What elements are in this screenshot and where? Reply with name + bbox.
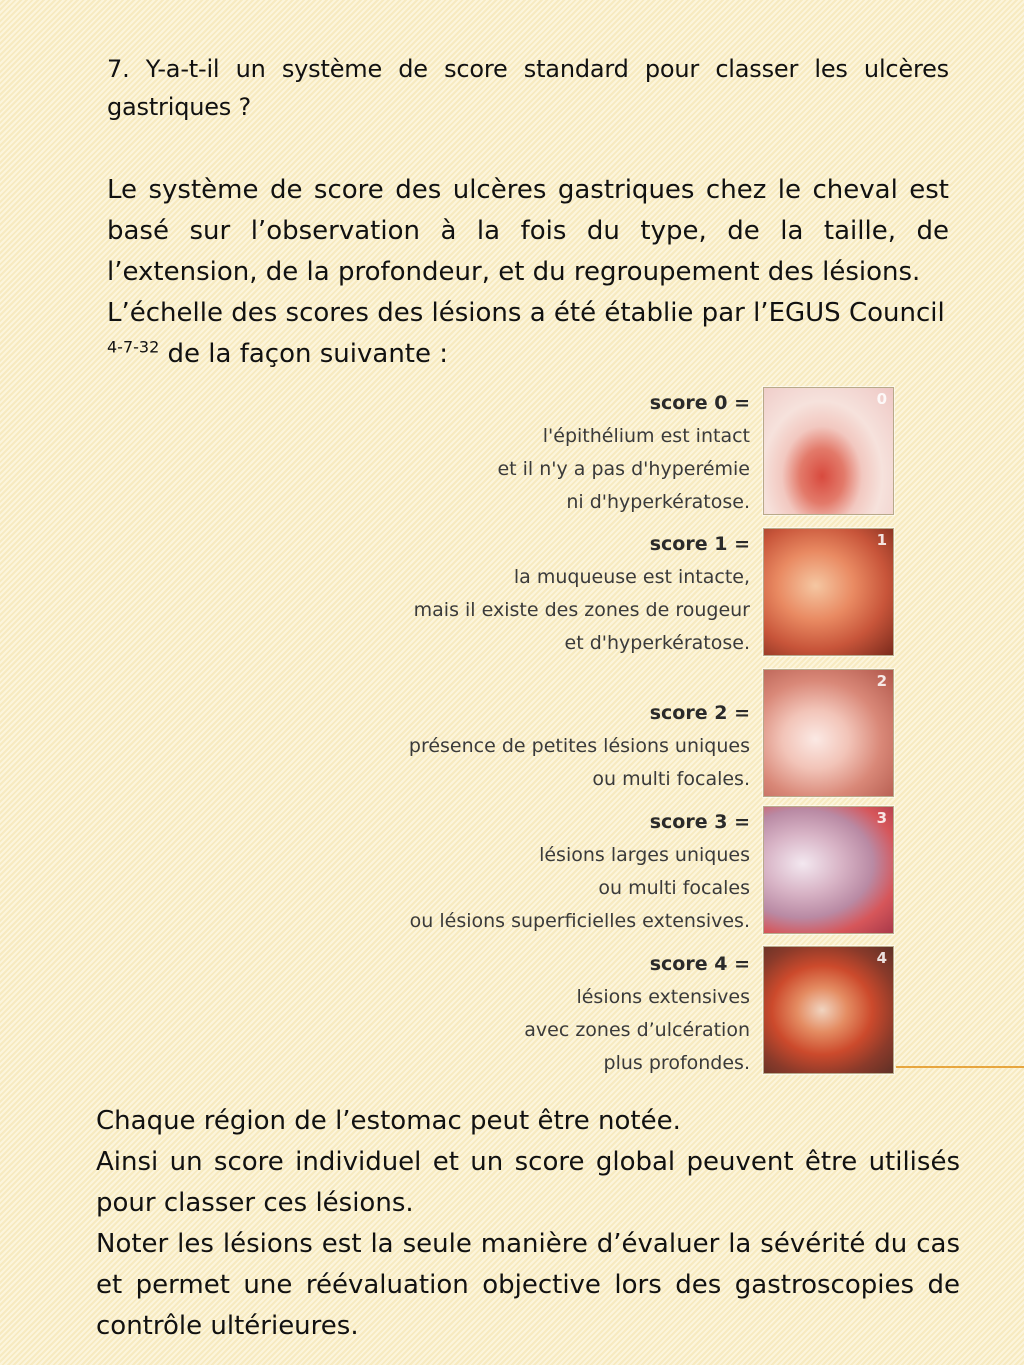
score-2-caption bbox=[330, 697, 750, 796]
score-2-gastroscopy-image bbox=[763, 669, 894, 797]
score-4-line-2: avec zones d’ulcération bbox=[524, 1019, 750, 1041]
outro-text bbox=[96, 1101, 960, 1347]
score-1-line-3: et d'hyperkératose. bbox=[564, 632, 750, 654]
reference-superscript: 4-7-32 bbox=[107, 337, 160, 357]
intro-paragraph-1: Le système de score des ulcères gastriques chez le cheval est basé sur l’observation à la fois du type, de la taille, de l’extension, de la profondeur, et du regroupement des lésions. bbox=[107, 175, 949, 287]
score-4-gastroscopy-image bbox=[763, 946, 894, 1074]
score-3-line-2: ou multi focales bbox=[598, 877, 750, 899]
score-0-image-number: 0 bbox=[876, 390, 887, 408]
score-2-image-number: 2 bbox=[876, 672, 887, 690]
intro-paragraph-2-start: L’échelle des scores des lésions a été établie par l’EGUS Council bbox=[107, 298, 945, 328]
outro-paragraph-2: Ainsi un score individuel et un score global peuvent être utilisés pour classer ces lésions. bbox=[96, 1147, 960, 1218]
score-1-image-number: 1 bbox=[876, 531, 887, 549]
score-3-image-number: 3 bbox=[876, 809, 887, 827]
score-3-line-3: ou lésions superficielles extensives. bbox=[409, 910, 750, 932]
score-0-caption bbox=[330, 387, 750, 519]
score-1-line-2: mais il existe des zones de rougeur bbox=[413, 599, 750, 621]
score-1-caption bbox=[330, 528, 750, 660]
score-0-line-1: l'épithélium est intact bbox=[542, 425, 750, 447]
score-3-gastroscopy-image bbox=[763, 806, 894, 934]
question-heading bbox=[107, 50, 949, 126]
intro-paragraph-2 bbox=[107, 293, 949, 375]
score-3-caption bbox=[330, 806, 750, 938]
score-0-title: score 0 = bbox=[649, 392, 750, 414]
score-4-caption bbox=[330, 948, 750, 1080]
score-4-line-3: plus profondes. bbox=[603, 1052, 750, 1074]
score-0-gastroscopy-image bbox=[763, 387, 894, 515]
score-2-title: score 2 = bbox=[649, 702, 750, 724]
score-0-line-2: et il n'y a pas d'hyperémie bbox=[497, 458, 750, 480]
intro-paragraph-2-end: de la façon suivante : bbox=[167, 339, 449, 369]
score-2-line-1: présence de petites lésions uniques bbox=[408, 735, 750, 757]
score-1-line-1: la muqueuse est intacte, bbox=[513, 566, 750, 588]
score-2-line-2: ou multi focales. bbox=[592, 768, 750, 790]
score-4-image-number: 4 bbox=[876, 949, 887, 967]
score-scale-figure bbox=[350, 385, 896, 1077]
intro-text bbox=[107, 170, 949, 375]
score-4-line-1: lésions extensives bbox=[576, 986, 750, 1008]
score-0-line-3: ni d'hyperkératose. bbox=[566, 491, 750, 513]
score-3-line-1: lésions larges uniques bbox=[539, 844, 750, 866]
score-1-gastroscopy-image bbox=[763, 528, 894, 656]
outro-paragraph-3: Noter les lésions est la seule manière d’évaluer la sévérité du cas et permet une réévaluation objective lors des gastroscopies de contrôle ultérieures. bbox=[96, 1229, 960, 1341]
score-4-title: score 4 = bbox=[649, 953, 750, 975]
score-3-title: score 3 = bbox=[649, 811, 750, 833]
outro-paragraph-1: Chaque région de l’estomac peut être notée. bbox=[96, 1106, 681, 1136]
question-text: 7. Y-a-t-il un système de score standard pour classer les ulcères gastriques ? bbox=[107, 55, 949, 121]
accent-divider bbox=[896, 1066, 1024, 1068]
score-1-title: score 1 = bbox=[649, 533, 750, 555]
